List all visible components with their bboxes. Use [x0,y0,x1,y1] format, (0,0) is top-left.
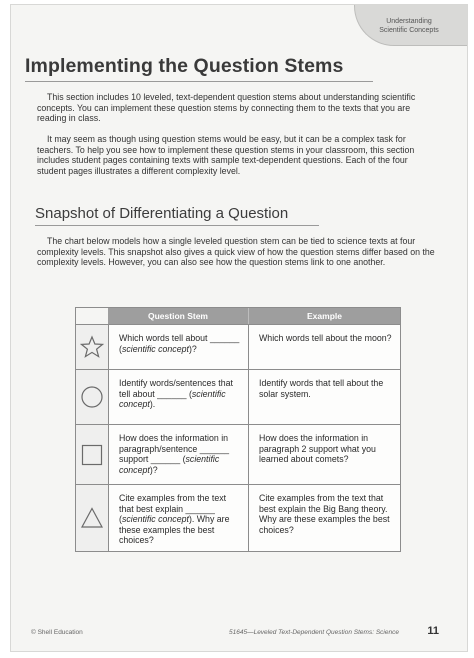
stem-emphasis: scientific concept [119,454,220,475]
page-number: 11 [427,625,439,637]
stem-text: How does the information in paragraph/sentence ______ support ______ ( [119,433,230,465]
table-row [76,424,400,484]
title-underline [25,81,373,82]
section-tab-line2: Scientific Concepts [379,27,439,34]
stem-text: Identify words/sentences that tell about ______ ( [119,378,233,399]
stem-emphasis: scientific concept [121,343,189,354]
table-header-blank [76,308,108,324]
stem-text-end: )? [149,464,158,475]
table-header-question-stem: Question Stem [108,308,249,324]
circle-icon [76,370,109,424]
table-header-example: Example [307,311,342,321]
star-icon [76,325,109,369]
stem-text: Cite examples from the text that best explain ______ ( [119,493,227,525]
section-paragraph: The chart below models how a single leveled question stem can be tied to science texts at four complexity levels. This snapshot also gives a quick view of how the question stems differ based on the complexity levels. However, you can also see how the question stems link to one another. [37,236,435,268]
section-heading: Snapshot of Differentiating a Question [35,205,289,222]
footer-copyright: © Shell Education [31,629,83,636]
stem-text-end: )? [188,343,197,354]
section-heading-underline [35,225,319,226]
example-cell: How does the information in paragraph 2 support what you learned about comets? [259,433,376,465]
question-stem-cell [109,370,249,424]
stem-text-end: ). Why are these examples the best choices? [119,514,230,546]
square-icon [76,425,109,484]
example-cell: Identify words that tell about the solar system. [259,378,384,399]
table-header-row [76,308,400,324]
stem-text: Which words tell about ______ ( [119,333,240,354]
page-title: Implementing the Question Stems [25,55,344,77]
section-tab-label [361,17,457,35]
document-page [10,4,468,652]
intro-paragraph-2: It may seem as though using question stems would be easy, but it can be a complex task for teachers. To help you see how to implement these question stems in your classroom, this section includes student pages containing texts with sample text-dependent questions. Each of the four student pages illustrates a different complexity level. [37,134,415,176]
example-cell: Which words tell about the moon? [259,333,392,343]
table-row [76,324,400,369]
intro-paragraph-1: This section includes 10 leveled, text-dependent question stems about understanding scientific concepts. You can implement these question stems by connecting them to the texts that you are reading in class. [37,92,416,124]
stem-emphasis: scientific concept [121,514,189,525]
stem-emphasis: scientific concept [119,388,226,410]
question-stem-cell [109,485,249,551]
question-stem-cell [109,325,249,369]
footer-book-title: 51645—Leveled Text-Dependent Question Stems: Science [229,629,399,636]
table-row [76,369,400,424]
question-stem-cell [109,425,249,484]
differentiation-table [75,307,401,552]
stem-text-end: ). [149,399,156,410]
section-tab-line1: Understanding [386,18,432,25]
triangle-icon [76,485,109,551]
table-row [76,484,400,551]
example-cell: Cite examples from the text that best explain the Big Bang theory. Why are these examples the best choices? [259,493,390,535]
